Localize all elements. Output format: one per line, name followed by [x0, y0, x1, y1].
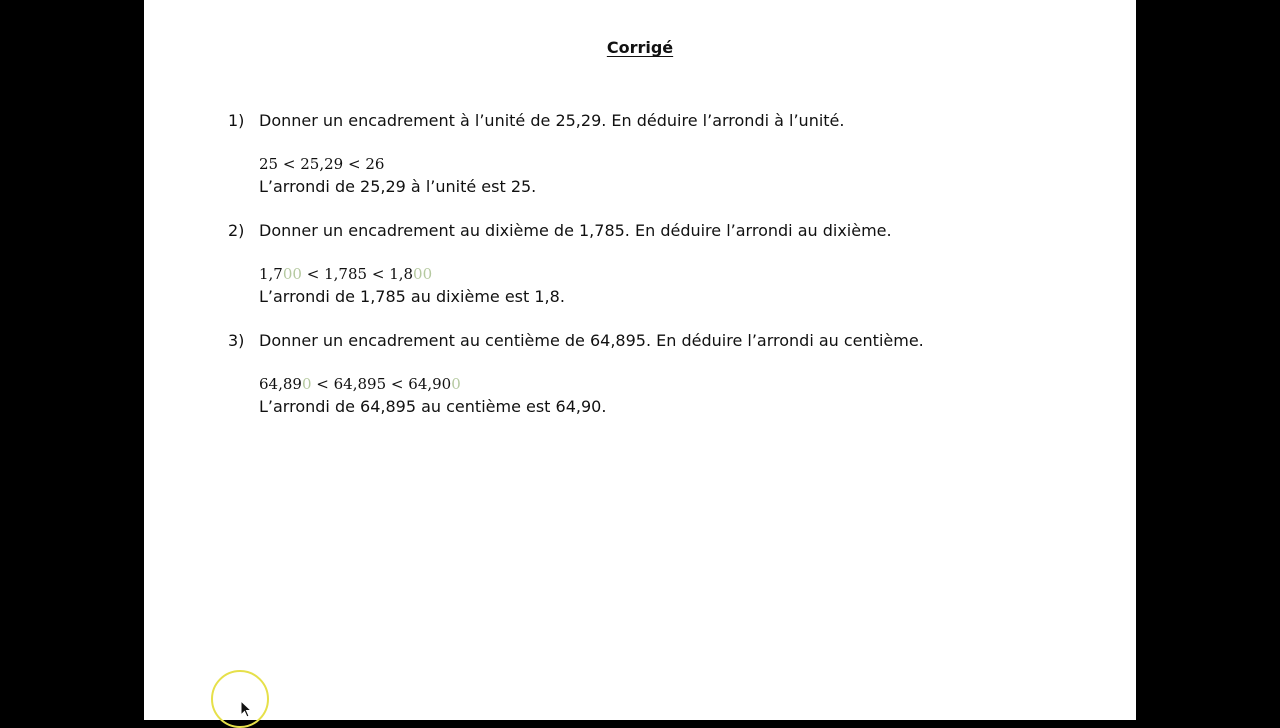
frame-2-lt-2: <: [371, 265, 385, 283]
frame-2-lt-1: <: [306, 265, 320, 283]
frame-3-lower-pad: 0: [301, 375, 312, 393]
frame-1-lt-1: <: [282, 155, 296, 173]
page-title: [144, 38, 1136, 57]
question-2-number: 2): [228, 221, 245, 240]
frame-1-lower: 25: [259, 155, 279, 173]
question-2-text: Donner un encadrement au dixième de 1,785. En déduire l’arrondi au dixième.: [259, 221, 892, 240]
cursor-highlight-ring: [211, 670, 269, 728]
question-3-text: Donner un encadrement au centième de 64,895. En déduire l’arrondi au centième.: [259, 331, 924, 350]
frame-2-upper: 1,8: [389, 265, 414, 283]
frame-2-lower: 1,7: [259, 265, 283, 283]
frame-2-lower-pad: 00: [282, 265, 302, 283]
question-3: [228, 331, 924, 350]
frame-1-middle: 25,29: [300, 155, 344, 173]
frame-1-lt-2: <: [347, 155, 361, 173]
document-page: [144, 0, 1136, 720]
question-3-frame: [259, 375, 461, 393]
frame-3-middle: 64,895: [333, 375, 387, 393]
frame-3-lower: 64,89: [259, 375, 302, 393]
question-1-number: 1): [228, 111, 245, 130]
question-1-answer: L’arrondi de 25,29 à l’unité est 25.: [259, 177, 537, 196]
question-1-text: Donner un encadrement à l’unité de 25,29. En déduire l’arrondi à l’unité.: [259, 111, 845, 130]
frame-3-upper-pad: 0: [451, 375, 461, 393]
question-2-frame: [259, 265, 432, 283]
frame-3-upper: 64,90: [408, 375, 452, 393]
question-1: [228, 111, 844, 130]
frame-3-lt-1: <: [316, 375, 329, 393]
frame-2-middle: 1,785: [324, 265, 368, 283]
question-3-number: 3): [228, 331, 245, 350]
question-2-answer: L’arrondi de 1,785 au dixième est 1,8.: [259, 287, 565, 306]
question-3-answer: L’arrondi de 64,895 au centième est 64,90.: [259, 397, 607, 416]
frame-1-upper: 26: [365, 155, 385, 173]
frame-3-lt-2: <: [390, 375, 404, 393]
question-1-frame: [259, 155, 384, 173]
mouse-pointer-icon: [240, 700, 252, 718]
frame-2-upper-pad: 00: [413, 265, 433, 283]
question-2: [228, 221, 892, 240]
page-title-text: Corrigé: [606, 38, 674, 57]
